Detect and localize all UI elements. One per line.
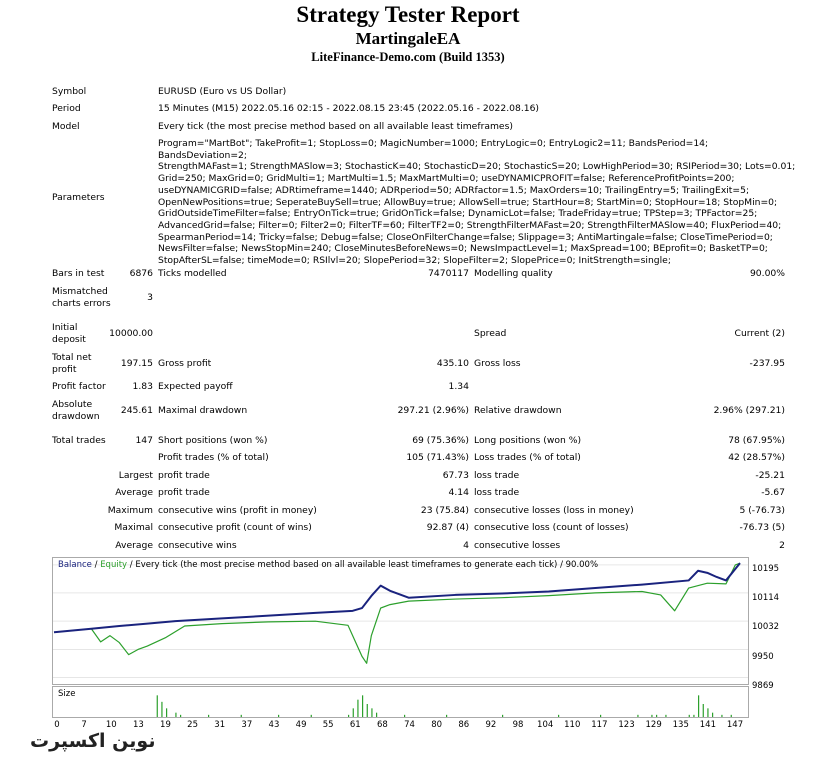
legend-description: / Every tick (the most precise method based on all available least timeframes to generate each tick) / 90.00% — [127, 560, 599, 570]
short-label: Short positions (won %) — [158, 435, 268, 446]
x-tick-label: 37 — [241, 720, 253, 730]
parameters-text: Program="MartBot"; TakeProfit=1; StopLoss=0; MagicNumber=1000; EntryLogic=0; EntryLogic2=11; BandsPeriod=14; BandsDeviation=2; StrengthMAFast=1; StrengthMASlow=3; StochasticK=40; StochasticD=20; StochasticS=20; LowHighPeriod=30; RSIPeriod=30; Lots=0.01; Grid=250; MaxGrid=0; GridMulti=1; MartMulti=1.5; MaxMartMulti=0; useDYNAMICPROFIT=false; ReferenceProfitPoints=200; useDYNAMICGRID=false; ADRtimeframe=1440; ADRperiod=50; ADRfactor=1.5; MaxOrders=10; TrailingEntry=5; TrailingExit=5; OpenNewPositions=true; SeperateBuySell=true; AllowBuy=true; AllowSell=true; StartHour=8; StartMin=0; StopHour=18; StopMin=0; GridOutsideTimeFilter=false; EntryOnTick=true; GridOnTick=false; DynamicLot=false; TradeFriday=true; TPStep=3; TPFactor=25; AdvancedGrid=false; Filter=0; Filter2=0; FilterTF=60; FilterTF2=0; StrengthFilterMAFast=20; StrengthFilterMASlow=40; FluxPeriod=40; SpearmanPeriod=14; Tricky=false; Debug=false; CloseOnFilterChange=false; Slippage=3; AntiMartingale=false; CloseTimePeriod=0; NewsFilter=false; NewsStopMin=240; CloseMinutesBeforeNews=0; NewsImpactLevel=1; MaxSpread=100; BEprofit=0; BasketTP=0; StopAfterSL=false; timeMode=0; RSIlvl=20; SlopePeriod=32; SlopeFilter=2; SlopePrice=0; InitStrength=single; — [158, 138, 796, 267]
spread-label: Spread — [474, 328, 507, 339]
netprofit-value: 197.15 — [120, 358, 153, 369]
size-bar — [693, 715, 694, 717]
average-label: Average — [115, 487, 153, 498]
x-tick-label: 147 — [726, 720, 744, 730]
ticks-value: 7470117 — [428, 268, 469, 279]
x-tick-label: 7 — [81, 720, 87, 730]
x-tick-label: 86 — [458, 720, 470, 730]
pf-value: 1.83 — [132, 381, 153, 392]
size-bar — [502, 715, 503, 717]
x-tick-label: 129 — [645, 720, 662, 730]
spread-value: Current (2) — [734, 328, 785, 339]
size-bar — [376, 713, 377, 717]
apt-label: profit trade — [158, 487, 210, 498]
size-bar — [712, 713, 713, 717]
size-bar — [362, 695, 363, 717]
size-bar — [558, 715, 559, 717]
server-name: LiteFinance-Demo.com (Build 1353) — [311, 50, 505, 64]
size-bar — [703, 704, 704, 717]
x-tick-label: 135 — [672, 720, 689, 730]
acl-value: 2 — [779, 540, 785, 551]
size-bar — [651, 715, 652, 717]
size-bar — [721, 715, 722, 717]
chart-legend — [58, 560, 598, 570]
size-bar — [278, 715, 279, 717]
size-bar — [446, 715, 447, 717]
grossprofit-label: Gross profit — [158, 358, 212, 369]
legend-separator: / — [91, 560, 101, 570]
size-bar — [161, 702, 162, 717]
size-bar — [656, 715, 657, 717]
lt-label: Loss trades (% of total) — [474, 452, 581, 463]
x-tick-label: 55 — [322, 720, 334, 730]
x-tick-label: 110 — [564, 720, 581, 730]
y-tick-label: 10114 — [752, 593, 780, 603]
x-tick-label: 10 — [105, 720, 117, 730]
mcl-label: consecutive losses (loss in money) — [474, 505, 634, 516]
reldd-value: 2.96% (297.21) — [713, 405, 785, 416]
absdd-label-2: drawdown — [52, 411, 100, 422]
legend-equity: Equity — [100, 560, 128, 570]
y-tick-label: 9950 — [752, 652, 774, 662]
quality-label: Modelling quality — [474, 268, 553, 279]
x-tick-label: 19 — [160, 720, 171, 730]
size-bar — [698, 695, 699, 717]
y-tick-label: 10195 — [752, 564, 780, 574]
x-tick-label: 141 — [699, 720, 716, 730]
legend-balance: Balance — [58, 560, 92, 570]
acw-value: 4 — [463, 540, 469, 551]
size-bar — [348, 715, 349, 717]
maxdd-value: 297.21 (2.96%) — [397, 405, 469, 416]
model-label: Model — [52, 121, 80, 132]
maxdd-label: Maximal drawdown — [158, 405, 248, 416]
long-label: Long positions (won %) — [474, 435, 582, 446]
size-bar — [208, 715, 209, 717]
size-bar — [241, 715, 242, 717]
size-bar — [371, 708, 372, 717]
x-tick-label: 49 — [295, 720, 307, 730]
x-tick-label: 123 — [618, 720, 635, 730]
trades-value: 147 — [135, 435, 153, 446]
mcw-label: consecutive wins (profit in money) — [158, 505, 317, 516]
mismatch-value: 3 — [147, 292, 153, 303]
balance-equity-chart — [52, 557, 749, 685]
size-bar — [707, 708, 708, 717]
lpt-value: 67.73 — [442, 470, 469, 481]
x-tick-label: 13 — [132, 720, 144, 730]
x-tick-label: 25 — [187, 720, 199, 730]
ticks-label: Ticks modelled — [158, 268, 227, 279]
mismatch-label-1: Mismatched — [52, 286, 108, 297]
x-tick-label: 74 — [404, 720, 415, 730]
y-tick-label: 10032 — [752, 622, 780, 632]
size-bar — [665, 715, 666, 717]
size-bar — [600, 715, 601, 717]
symbol-label: Symbol — [52, 86, 87, 97]
short-value: 69 (75.36%) — [412, 435, 469, 446]
acw-label: consecutive wins — [158, 540, 237, 551]
reldd-label: Relative drawdown — [474, 405, 562, 416]
maximum-label: Maximum — [107, 505, 153, 516]
netprofit-label-1: Total net — [52, 352, 92, 363]
quality-value: 90.00% — [749, 268, 785, 279]
size-plot — [53, 687, 748, 717]
size-bar — [166, 708, 167, 717]
size-bar — [404, 715, 405, 717]
trades-label: Total trades — [52, 435, 106, 446]
deposit-label-1: Initial — [52, 322, 78, 333]
llt-label: loss trade — [474, 470, 520, 481]
size-bar — [157, 695, 158, 717]
lpt-label: profit trade — [158, 470, 210, 481]
model-value: Every tick (the most precise method based on all available least timeframes) — [158, 121, 513, 132]
period-value: 15 Minutes (M15) 2022.05.16 02:15 - 2022.08.15 23:45 (2022.05.16 - 2022.08.16) — [158, 103, 540, 114]
parameters-label: Parameters — [52, 192, 105, 203]
absdd-label-1: Absolute — [52, 399, 93, 410]
x-tick-label: 43 — [268, 720, 280, 730]
report-title: Strategy Tester Report — [296, 2, 520, 27]
grossloss-value: -237.95 — [749, 358, 785, 369]
lt-value: 42 (28.57%) — [728, 452, 785, 463]
maximal-label: Maximal — [114, 522, 153, 533]
x-tick-label: 98 — [512, 720, 524, 730]
absdd-value: 245.61 — [120, 405, 153, 416]
netprofit-label-2: profit — [52, 364, 77, 375]
mcloss-label: consecutive loss (count of losses) — [474, 522, 629, 533]
ea-name: MartingaleEA — [355, 29, 461, 48]
pf-label: Profit factor — [52, 381, 106, 392]
x-tick-label: 68 — [377, 720, 388, 730]
alt-label: loss trade — [474, 487, 520, 498]
x-tick-label: 104 — [537, 720, 554, 730]
chart-plot — [53, 558, 748, 684]
pt-label: Profit trades (% of total) — [158, 452, 269, 463]
grossprofit-value: 435.10 — [436, 358, 469, 369]
x-tick-label: 92 — [485, 720, 497, 730]
size-bar — [353, 708, 354, 717]
size-bar — [311, 715, 312, 717]
mcp-label: consecutive profit (count of wins) — [158, 522, 312, 533]
acl-label: consecutive losses — [474, 540, 561, 551]
payoff-value: 1.34 — [448, 381, 469, 392]
x-tick-label: 31 — [214, 720, 226, 730]
size-bar — [367, 704, 368, 717]
grossloss-label: Gross loss — [474, 358, 521, 369]
size-bar — [689, 715, 690, 717]
balance-series-line — [54, 563, 740, 632]
y-tick-label: 9869 — [752, 681, 774, 691]
llt-value: -25.21 — [755, 470, 785, 481]
long-value: 78 (67.95%) — [728, 435, 785, 446]
apt-value: 4.14 — [448, 487, 469, 498]
size-bar — [637, 715, 638, 717]
average-label-2: Average — [115, 540, 153, 551]
payoff-label: Expected payoff — [158, 381, 233, 392]
mcw-value: 23 (75.84) — [420, 505, 469, 516]
mcl-value: 5 (-76.73) — [739, 505, 785, 516]
mcp-value: 92.87 (4) — [426, 522, 469, 533]
mismatch-label-2: charts errors — [52, 298, 111, 309]
x-tick-label: 61 — [349, 720, 361, 730]
size-label: Size — [58, 689, 76, 699]
largest-label: Largest — [118, 470, 153, 481]
size-bar — [357, 700, 358, 717]
x-tick-label: 0 — [54, 720, 60, 730]
deposit-value: 10000.00 — [109, 328, 153, 339]
period-label: Period — [52, 103, 81, 114]
pt-value: 105 (71.43%) — [406, 452, 469, 463]
mcloss-value: -76.73 (5) — [739, 522, 785, 533]
bars-label: Bars in test — [52, 268, 105, 279]
size-chart — [52, 686, 749, 718]
size-bar — [175, 713, 176, 717]
x-tick-label: 80 — [431, 720, 443, 730]
bars-value: 6876 — [129, 268, 153, 279]
size-bar — [180, 715, 181, 717]
deposit-label-2: deposit — [52, 334, 86, 345]
equity-series-line — [54, 563, 740, 663]
symbol-value: EURUSD (Euro vs US Dollar) — [158, 86, 287, 97]
size-bar — [731, 715, 732, 717]
alt-value: -5.67 — [761, 487, 785, 498]
watermark-logo: نوین اکسپرت — [30, 730, 156, 752]
x-tick-label: 117 — [591, 720, 608, 730]
